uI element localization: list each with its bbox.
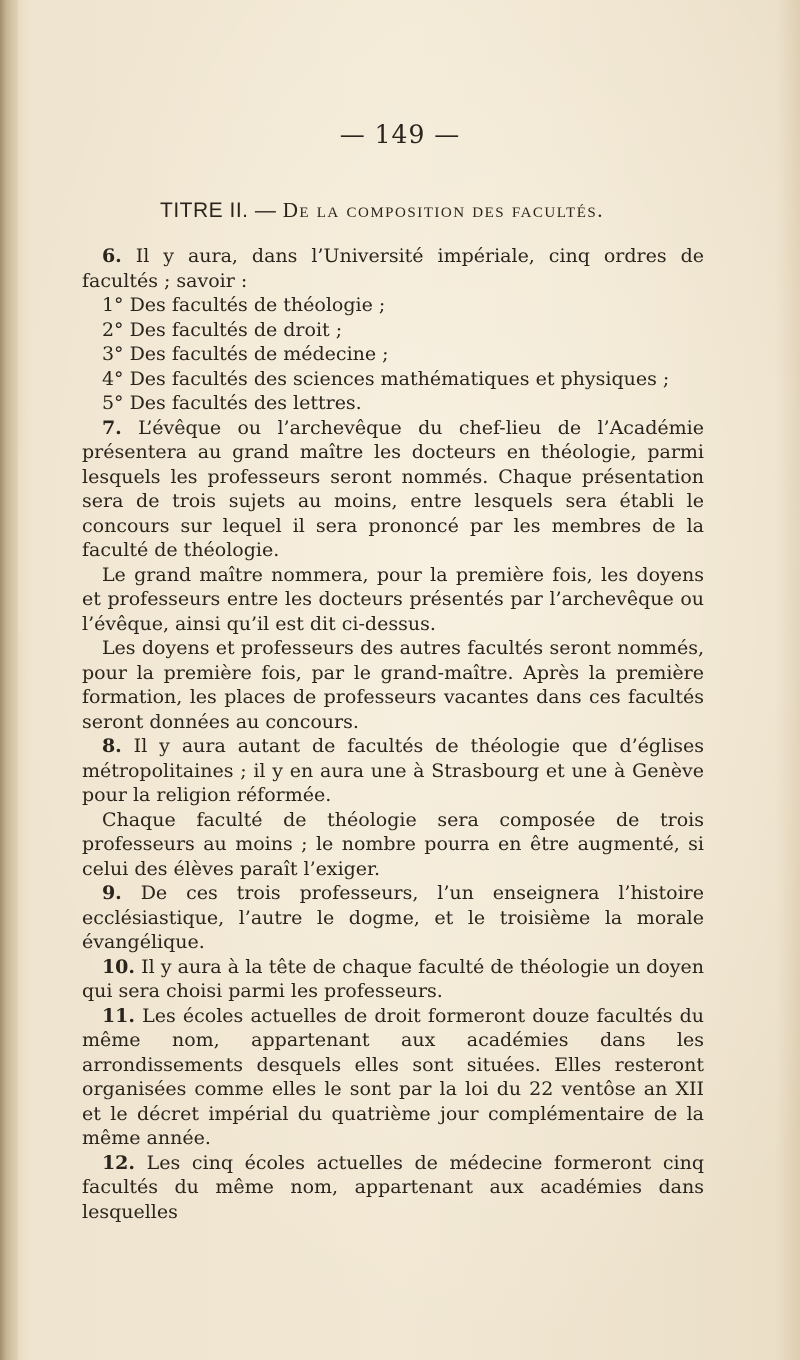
paragraph-art-12	[82, 1151, 704, 1225]
page-number: — 149 —	[339, 120, 461, 149]
list-item	[82, 367, 704, 392]
article-number: 7.	[101, 416, 122, 439]
paragraph-text: 4° Des facultés des sciences mathématiques et physiques ;	[101, 367, 670, 390]
paragraph-art-10	[82, 955, 704, 1004]
article-number: 8.	[101, 735, 122, 757]
article-number: 11.	[101, 1004, 135, 1027]
paragraph-text: Les doyens et professeurs des autres facultés seront nommés, pour la première fois, par le grand-maître. Après la première formation, les places de professeurs vacantes dans ces facultés seront données au concours.	[82, 637, 704, 733]
paragraph	[82, 808, 704, 882]
section-title-prefix: TITRE II. —	[160, 199, 277, 222]
paragraph-text: 1° Des facultés de théologie ;	[101, 294, 386, 316]
paragraph	[82, 636, 704, 734]
paragraph	[82, 563, 704, 637]
section-title-text: De la composition des facultés.	[282, 198, 604, 222]
paragraph-text: 5° Des facultés des lettres.	[101, 392, 362, 414]
paragraph-art-8	[82, 734, 704, 808]
paragraph-text: Les écoles actuelles de droit formeront douze facultés du même nom, appartenant aux académies dans les arrondissements desquels elles sont situées. Elles resteront organisées comme elles le sont par la loi du 22 ventôse an XII et le décret impérial du quatrième jour complémentaire de la même année.	[82, 1004, 704, 1149]
body-text	[82, 244, 704, 1224]
paragraph-text: Il y aura, dans l’Université impériale, cinq ordres de facultés ; savoir :	[82, 245, 704, 292]
paragraph-text: Il y aura autant de facultés de théologie que d’églises métropolitaines ; il y en aura une à Strasbourg et une à Genève pour la religion réformée.	[82, 735, 704, 806]
paragraph-art-11	[82, 1004, 704, 1151]
paragraph-text: Les cinq écoles actuelles de médecine formeront cinq facultés du même nom, appartenant aux académies dans lesquelles	[82, 1151, 704, 1223]
list-item	[82, 391, 704, 416]
paragraph-text: De ces trois professeurs, l’un enseignera l’histoire ecclésiastique, l’autre le dogme, et le troisième la morale évangélique.	[82, 882, 704, 953]
article-number: 9.	[101, 882, 122, 904]
article-number: 12.	[101, 1151, 135, 1174]
list-item	[82, 318, 704, 343]
paragraph-text: 3° Des facultés de médecine ;	[101, 343, 389, 365]
article-number: 10.	[101, 955, 135, 978]
book-spine-shadow	[0, 0, 18, 1360]
paragraph-art-9	[82, 881, 704, 955]
paragraph-text: Il y aura à la tête de chaque faculté de théologie un doyen qui sera choisi parmi les professeurs.	[82, 955, 704, 1002]
paragraph-text: Le grand maître nommera, pour la première fois, les doyens et professeurs entre les docteurs présentés par l’archevêque ou l’évêque, ainsi qu’il est dit ci-dessus.	[82, 563, 704, 635]
list-item	[82, 293, 704, 318]
paragraph-text: 2° Des facultés de droit ;	[101, 318, 343, 341]
article-number: 6.	[101, 245, 122, 267]
list-item	[82, 342, 704, 367]
paragraph-text: Chaque faculté de théologie sera composée de trois professeurs au moins ; le nombre pourra en être augmenté, si celui des élèves paraît l’exiger.	[82, 808, 704, 880]
paragraph-text: L’évêque ou l’archevêque du chef-lieu de l’Académie présentera au grand maître les docteurs en théologie, parmi lesquels les professeurs seront nommés. Chaque présentation sera de trois sujets au moins, entre lesquels sera établi le concours sur lequel il sera prononcé par les membres de la faculté de théologie.	[82, 416, 704, 561]
paragraph-art-6	[82, 244, 704, 293]
section-title	[160, 198, 760, 223]
paragraph-art-7	[82, 416, 704, 563]
